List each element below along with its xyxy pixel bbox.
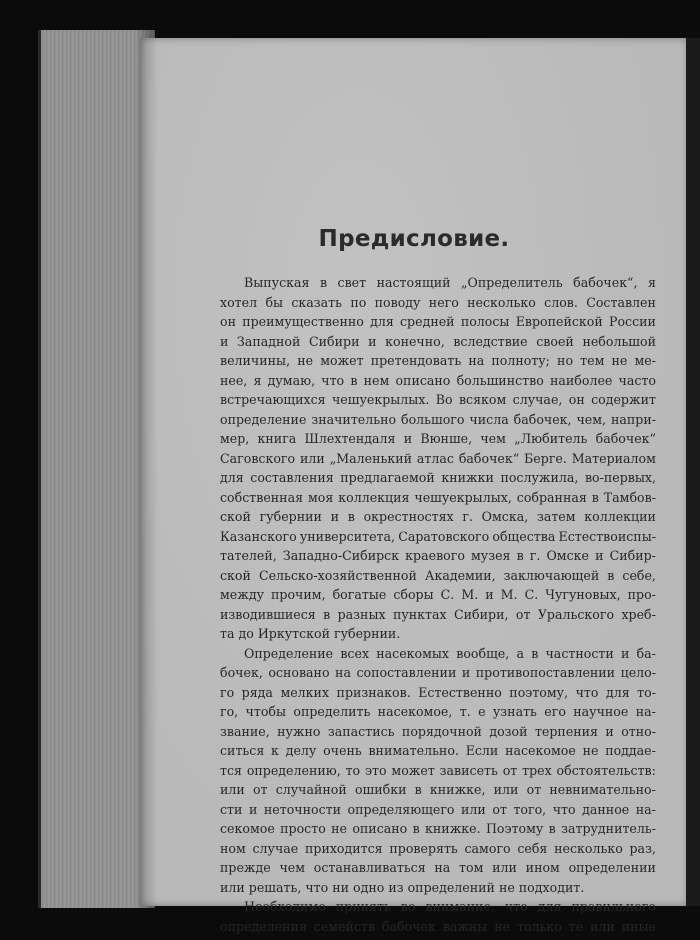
text-line: он преимущественно для средней полосы Европейской России [220, 314, 656, 329]
text-line: го ряда мелких признаков. Естественно поэтому, что для то- [220, 684, 656, 700]
page-title: Предисловие. [318, 226, 510, 252]
text-line: изводившиеся в разных пунктах Сибири, от Уральского хреб- [220, 606, 656, 622]
right-shadow-edge [686, 38, 700, 906]
text-line: прежде чем останавливаться на том или ином определении [220, 860, 656, 875]
preface-text [220, 273, 656, 936]
text-line: ном случае приходится проверять самого себя несколько раз, [220, 840, 656, 856]
text-line: для составления предлагаемой книжки послужила, во-первых, [220, 470, 656, 485]
text-line: мер, книга Шлехтендаля и Вюнше, чем „Любитель бабочек“ [220, 431, 656, 446]
paragraph [220, 897, 656, 936]
text-line: тся определению, то это может зависеть от трех обстоятельств: [220, 762, 656, 778]
text-line: или от случайной ошибки в книжке, или от невнимательно- [220, 782, 656, 797]
text-line: ской Сельско-хозяйственной Академии, заключающей в себе, [220, 567, 656, 583]
text-line: ской губернии и в окрестностях г. Омска, затем коллекции [220, 509, 656, 524]
paragraph [220, 273, 656, 644]
text-line: го, чтобы определить насекомое, т. е узнать его научное на- [220, 704, 656, 719]
text-line: Саговского или „Маленький атлас бабочек“ Берге. Материалом [220, 450, 656, 466]
text-line: Казанского университета, Саратовского общества Естествоиспы- [220, 528, 656, 544]
page-sheet [140, 38, 688, 934]
text-line: собственная моя коллекция чешуекрылых, собранная в Тамбов- [220, 489, 656, 505]
text-line: нее, я думаю, что в нем описано большинство наиболее часто [220, 372, 656, 388]
text-line: определение значительно большого числа бабочек, чем, напри- [220, 411, 656, 427]
text-line: сти и неточности определяющего или от того, что данное на- [220, 801, 656, 817]
book-page-edges [38, 30, 155, 908]
text-line: между прочим, богатые сборы С. М. и М. С. Чугуновых, про- [220, 587, 656, 602]
text-line: хотел бы сказать по поводу него несколько слов. Составлен [220, 294, 656, 310]
text-line: Необходимо принять во внимание, что для правильного [244, 899, 656, 914]
text-line: звание, нужно запастись порядочной дозой терпения и отно- [220, 723, 656, 739]
paragraph [220, 644, 656, 898]
text-line: и Западной Сибири и конечно, вследствие своей небольшой [220, 333, 656, 349]
text-line: ситься к делу очень внимательно. Если насекомое не поддае- [220, 743, 656, 758]
text-line: величины, не может претендовать на полноту; но тем не ме- [220, 353, 656, 368]
text-line: или решать, что ни одно из определений не подходит. [220, 879, 585, 895]
text-line: та до Иркутской губернии. [220, 626, 401, 641]
text-line: Определение всех насекомых вообще, а в частности и ба- [244, 645, 656, 661]
text-line: секомое просто не описано в книжке. Поэтому в затруднитель- [220, 821, 656, 836]
text-line: Выпуская в свет настоящий „Определитель бабочек“, я [244, 275, 656, 290]
text-line: встречающихся чешуекрылых. Во всяком случае, он содержит [220, 392, 656, 407]
text-line: бочек, основано на сопоставлении и противопоставлении цело- [220, 665, 656, 680]
text-line: определения семейств бабочек важны не только те или иные [220, 918, 656, 934]
text-line: тателей, Западно-Сибирск краевого музея в г. Омске и Сибир- [220, 548, 656, 563]
